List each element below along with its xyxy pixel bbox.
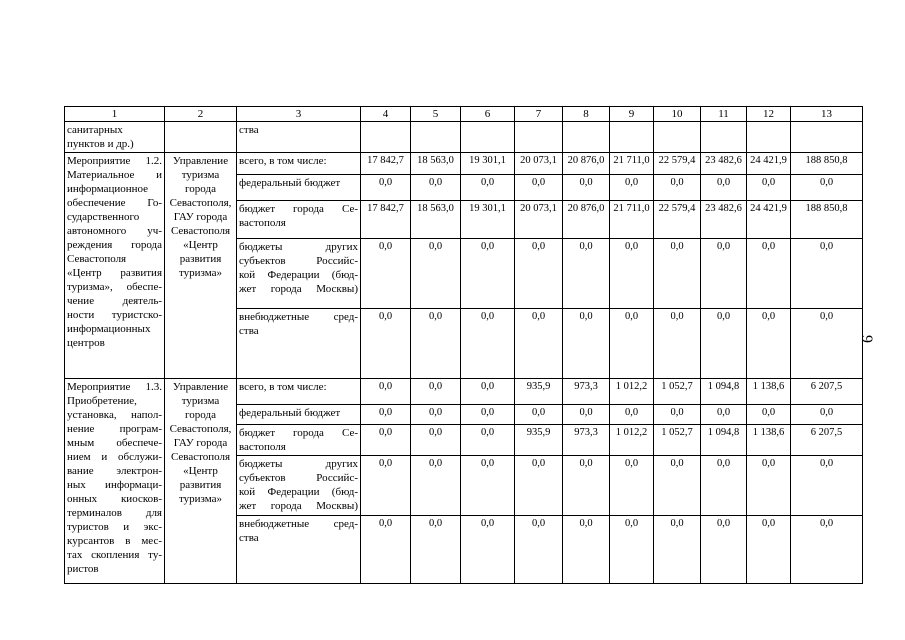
value-cell: 0,0 xyxy=(461,379,515,405)
header-cell: 12 xyxy=(747,107,791,122)
value-cell: 0,0 xyxy=(701,456,747,516)
budget-table xyxy=(64,106,863,584)
value-cell: 0,0 xyxy=(747,405,791,425)
value-cell: 0,0 xyxy=(563,456,610,516)
text-line: вастополя xyxy=(239,217,286,229)
text-line: кой Федерации (бюд- xyxy=(239,269,358,281)
value-cell: 0,0 xyxy=(747,456,791,516)
value-cell: 1 052,7 xyxy=(654,379,701,405)
text-line: внебюджетные сред- xyxy=(239,518,358,530)
value-cell: 0,0 xyxy=(701,405,747,425)
value-cell: 0,0 xyxy=(515,456,563,516)
value-cell: 0,0 xyxy=(610,456,654,516)
value-cell: 973,3 xyxy=(563,379,610,405)
value-cell: 0,0 xyxy=(461,516,515,584)
text-line: центров xyxy=(67,337,105,349)
value-cell: 6 207,5 xyxy=(791,425,863,456)
text-line: ства xyxy=(239,532,259,544)
empty-cell xyxy=(701,122,747,153)
value-cell: 0,0 xyxy=(563,516,610,584)
text-line: жет города Москвы) xyxy=(239,283,358,295)
header-row xyxy=(65,107,863,122)
value-cell: 0,0 xyxy=(515,239,563,309)
value-cell: 0,0 xyxy=(701,175,747,201)
text-line: всего, в том числе: xyxy=(239,155,327,167)
text-line: всего, в том числе: xyxy=(239,381,327,393)
text-line: «Центр развития xyxy=(67,267,162,279)
value-cell: 0,0 xyxy=(791,405,863,425)
header-cell: 7 xyxy=(515,107,563,122)
text-line: Приобретение, xyxy=(67,395,137,407)
empty-cell xyxy=(747,122,791,153)
value-cell: 20 876,0 xyxy=(563,153,610,175)
text-line: Севастополя xyxy=(170,451,231,463)
header-cell: 9 xyxy=(610,107,654,122)
text-line: бюджет города Се- xyxy=(239,203,358,215)
funding-source-cell xyxy=(237,201,361,239)
text-line: развития xyxy=(179,253,222,265)
text-line: ристов xyxy=(67,563,99,575)
value-cell: 20 073,1 xyxy=(515,201,563,239)
continuation-measure-cell xyxy=(65,122,165,153)
text-line: автономного уч- xyxy=(67,225,162,237)
value-cell: 188 850,8 xyxy=(791,201,863,239)
empty-cell xyxy=(165,122,237,153)
value-cell: 973,3 xyxy=(563,425,610,456)
text-line: курсантов в мес- xyxy=(67,535,162,547)
text-line: Севастополя, xyxy=(169,197,232,209)
executor-cell xyxy=(165,153,237,379)
text-line: тах скопления ту- xyxy=(67,549,162,561)
text-line: Севастополя xyxy=(170,225,231,237)
empty-cell xyxy=(411,122,461,153)
value-cell: 0,0 xyxy=(461,239,515,309)
text-line: федеральный бюджет xyxy=(239,177,341,189)
value-cell: 0,0 xyxy=(610,405,654,425)
text-line: жет города Москвы) xyxy=(239,500,358,512)
value-cell: 0,0 xyxy=(747,175,791,201)
value-cell: 188 850,8 xyxy=(791,153,863,175)
value-cell: 0,0 xyxy=(610,516,654,584)
value-cell: 0,0 xyxy=(411,516,461,584)
text-line: сударственного xyxy=(67,211,140,223)
value-cell: 1 012,2 xyxy=(610,379,654,405)
text-line: информационное xyxy=(67,183,149,195)
text-line: Мероприятие 1.2. xyxy=(67,155,162,167)
value-cell: 0,0 xyxy=(411,425,461,456)
text-line: субъектов Российс- xyxy=(239,472,358,484)
funding-source-cell xyxy=(237,153,361,175)
value-cell: 0,0 xyxy=(361,379,411,405)
text-line: бюджет города Се- xyxy=(239,427,358,439)
header-cell: 3 xyxy=(237,107,361,122)
value-cell: 0,0 xyxy=(747,239,791,309)
value-cell: 0,0 xyxy=(610,239,654,309)
value-cell: 0,0 xyxy=(361,456,411,516)
funding-source-cell xyxy=(237,405,361,425)
value-cell: 0,0 xyxy=(411,405,461,425)
value-cell: 24 421,9 xyxy=(747,153,791,175)
header-cell: 1 xyxy=(65,107,165,122)
value-cell: 0,0 xyxy=(361,425,411,456)
text-line: туризма», обеспе- xyxy=(67,281,162,293)
text-line: нение програм- xyxy=(67,423,162,435)
value-cell: 0,0 xyxy=(610,309,654,379)
text-line: информационных xyxy=(67,323,151,335)
value-cell: 21 711,0 xyxy=(610,201,654,239)
value-cell: 23 482,6 xyxy=(701,201,747,239)
value-cell: 0,0 xyxy=(654,175,701,201)
value-cell: 0,0 xyxy=(361,516,411,584)
value-cell: 22 579,4 xyxy=(654,201,701,239)
value-cell: 0,0 xyxy=(515,309,563,379)
value-cell: 0,0 xyxy=(515,516,563,584)
header-cell: 10 xyxy=(654,107,701,122)
value-cell: 0,0 xyxy=(361,175,411,201)
value-cell: 0,0 xyxy=(563,175,610,201)
value-cell: 0,0 xyxy=(461,405,515,425)
value-cell: 20 073,1 xyxy=(515,153,563,175)
value-cell: 1 052,7 xyxy=(654,425,701,456)
funding-source-cell xyxy=(237,516,361,584)
value-cell: 0,0 xyxy=(701,309,747,379)
text-line: федеральный бюджет xyxy=(239,407,341,419)
funding-source-cell xyxy=(237,239,361,309)
text-line: пунктов и др.) xyxy=(67,138,134,150)
text-line: санитарных xyxy=(67,124,123,136)
value-cell: 18 563,0 xyxy=(411,201,461,239)
value-cell: 6 207,5 xyxy=(791,379,863,405)
measure-cell xyxy=(65,379,165,584)
text-line: ства xyxy=(239,325,259,337)
text-line: города xyxy=(185,183,216,195)
value-cell: 0,0 xyxy=(610,175,654,201)
value-cell: 0,0 xyxy=(791,516,863,584)
empty-cell xyxy=(361,122,411,153)
page-number: 9 xyxy=(858,335,875,343)
value-cell: 0,0 xyxy=(791,456,863,516)
value-cell: 0,0 xyxy=(361,309,411,379)
text-line: нием и обслужи- xyxy=(67,451,162,463)
value-cell: 1 094,8 xyxy=(701,425,747,456)
text-line: реждения города xyxy=(67,239,162,251)
funding-source-cell xyxy=(237,309,361,379)
value-cell: 0,0 xyxy=(563,405,610,425)
text-line: «Центр xyxy=(183,465,218,477)
text-line: ГАУ города xyxy=(173,437,228,449)
value-cell: 1 094,8 xyxy=(701,379,747,405)
text-line: мным обеспече- xyxy=(67,437,162,449)
funding-source-cell xyxy=(237,456,361,516)
value-cell: 0,0 xyxy=(461,175,515,201)
value-cell: 0,0 xyxy=(461,456,515,516)
value-cell: 0,0 xyxy=(411,456,461,516)
header-cell: 4 xyxy=(361,107,411,122)
empty-cell xyxy=(461,122,515,153)
value-cell: 0,0 xyxy=(747,309,791,379)
table-row xyxy=(65,153,863,175)
executor-cell xyxy=(165,379,237,584)
text-line: терминалов для xyxy=(67,507,162,519)
funding-source-cell xyxy=(237,175,361,201)
table-body xyxy=(65,107,863,584)
text-line: Мероприятие 1.3. xyxy=(67,381,162,393)
text-line: туризма» xyxy=(178,493,222,505)
continuation-source-cell: ства xyxy=(237,122,361,153)
value-cell: 0,0 xyxy=(361,405,411,425)
value-cell: 0,0 xyxy=(701,239,747,309)
value-cell: 0,0 xyxy=(654,516,701,584)
text-line: субъектов Российс- xyxy=(239,255,358,267)
text-line: Севастополя xyxy=(67,253,127,265)
header-cell: 6 xyxy=(461,107,515,122)
continuation-row xyxy=(65,122,863,153)
text-line: бюджеты других xyxy=(239,458,358,470)
empty-cell xyxy=(610,122,654,153)
value-cell: 19 301,1 xyxy=(461,153,515,175)
text-line: города xyxy=(185,409,216,421)
text-line: туризма xyxy=(181,395,220,407)
value-cell: 17 842,7 xyxy=(361,201,411,239)
value-cell: 935,9 xyxy=(515,425,563,456)
value-cell: 1 138,6 xyxy=(747,379,791,405)
empty-cell xyxy=(563,122,610,153)
value-cell: 0,0 xyxy=(563,309,610,379)
text-line: туризма» xyxy=(178,267,222,279)
empty-cell xyxy=(791,122,863,153)
text-line: Управление xyxy=(172,155,229,167)
header-cell: 8 xyxy=(563,107,610,122)
value-cell: 0,0 xyxy=(461,309,515,379)
header-cell: 5 xyxy=(411,107,461,122)
value-cell: 0,0 xyxy=(654,405,701,425)
funding-source-cell xyxy=(237,379,361,405)
text-line: обеспечение Го- xyxy=(67,197,162,209)
text-line: Материальное и xyxy=(67,169,162,181)
text-line: вастополя xyxy=(239,441,286,453)
text-line: вание электрон- xyxy=(67,465,162,477)
value-cell: 0,0 xyxy=(791,309,863,379)
empty-cell xyxy=(654,122,701,153)
value-cell: 17 842,7 xyxy=(361,153,411,175)
value-cell: 0,0 xyxy=(411,239,461,309)
value-cell: 935,9 xyxy=(515,379,563,405)
text-line: развития xyxy=(179,479,222,491)
text-line: чение деятель- xyxy=(67,295,162,307)
text-line: бюджеты других xyxy=(239,241,358,253)
text-line: онных киосков- xyxy=(67,493,162,505)
value-cell: 0,0 xyxy=(654,456,701,516)
value-cell: 21 711,0 xyxy=(610,153,654,175)
text-line: ных информаци- xyxy=(67,479,162,491)
text-line: внебюджетные сред- xyxy=(239,311,358,323)
header-cell: 11 xyxy=(701,107,747,122)
value-cell: 0,0 xyxy=(654,239,701,309)
text-line: установка, напол- xyxy=(67,409,162,421)
value-cell: 0,0 xyxy=(701,516,747,584)
text-line: ГАУ города xyxy=(173,211,228,223)
funding-source-cell xyxy=(237,425,361,456)
value-cell: 1 012,2 xyxy=(610,425,654,456)
value-cell: 0,0 xyxy=(563,239,610,309)
measure-cell xyxy=(65,153,165,379)
text-line: «Центр xyxy=(183,239,218,251)
value-cell: 24 421,9 xyxy=(747,201,791,239)
text-line: туризма xyxy=(181,169,220,181)
empty-cell xyxy=(515,122,563,153)
header-cell: 13 xyxy=(791,107,863,122)
value-cell: 0,0 xyxy=(791,239,863,309)
value-cell: 0,0 xyxy=(791,175,863,201)
value-cell: 0,0 xyxy=(411,175,461,201)
value-cell: 0,0 xyxy=(515,405,563,425)
text-line: кой Федерации (бюд- xyxy=(239,486,358,498)
value-cell: 0,0 xyxy=(747,516,791,584)
value-cell: 0,0 xyxy=(411,309,461,379)
text-line: Севастополя, xyxy=(169,423,232,435)
header-cell: 2 xyxy=(165,107,237,122)
value-cell: 0,0 xyxy=(654,309,701,379)
table-row xyxy=(65,379,863,405)
text-line: Управление xyxy=(172,381,229,393)
text-line: туристов и экс- xyxy=(67,521,162,533)
value-cell: 0,0 xyxy=(361,239,411,309)
value-cell: 20 876,0 xyxy=(563,201,610,239)
text-line: ности туристско- xyxy=(67,309,162,321)
value-cell: 0,0 xyxy=(461,425,515,456)
value-cell: 22 579,4 xyxy=(654,153,701,175)
value-cell: 23 482,6 xyxy=(701,153,747,175)
value-cell: 1 138,6 xyxy=(747,425,791,456)
value-cell: 19 301,1 xyxy=(461,201,515,239)
value-cell: 0,0 xyxy=(515,175,563,201)
value-cell: 0,0 xyxy=(411,379,461,405)
value-cell: 18 563,0 xyxy=(411,153,461,175)
